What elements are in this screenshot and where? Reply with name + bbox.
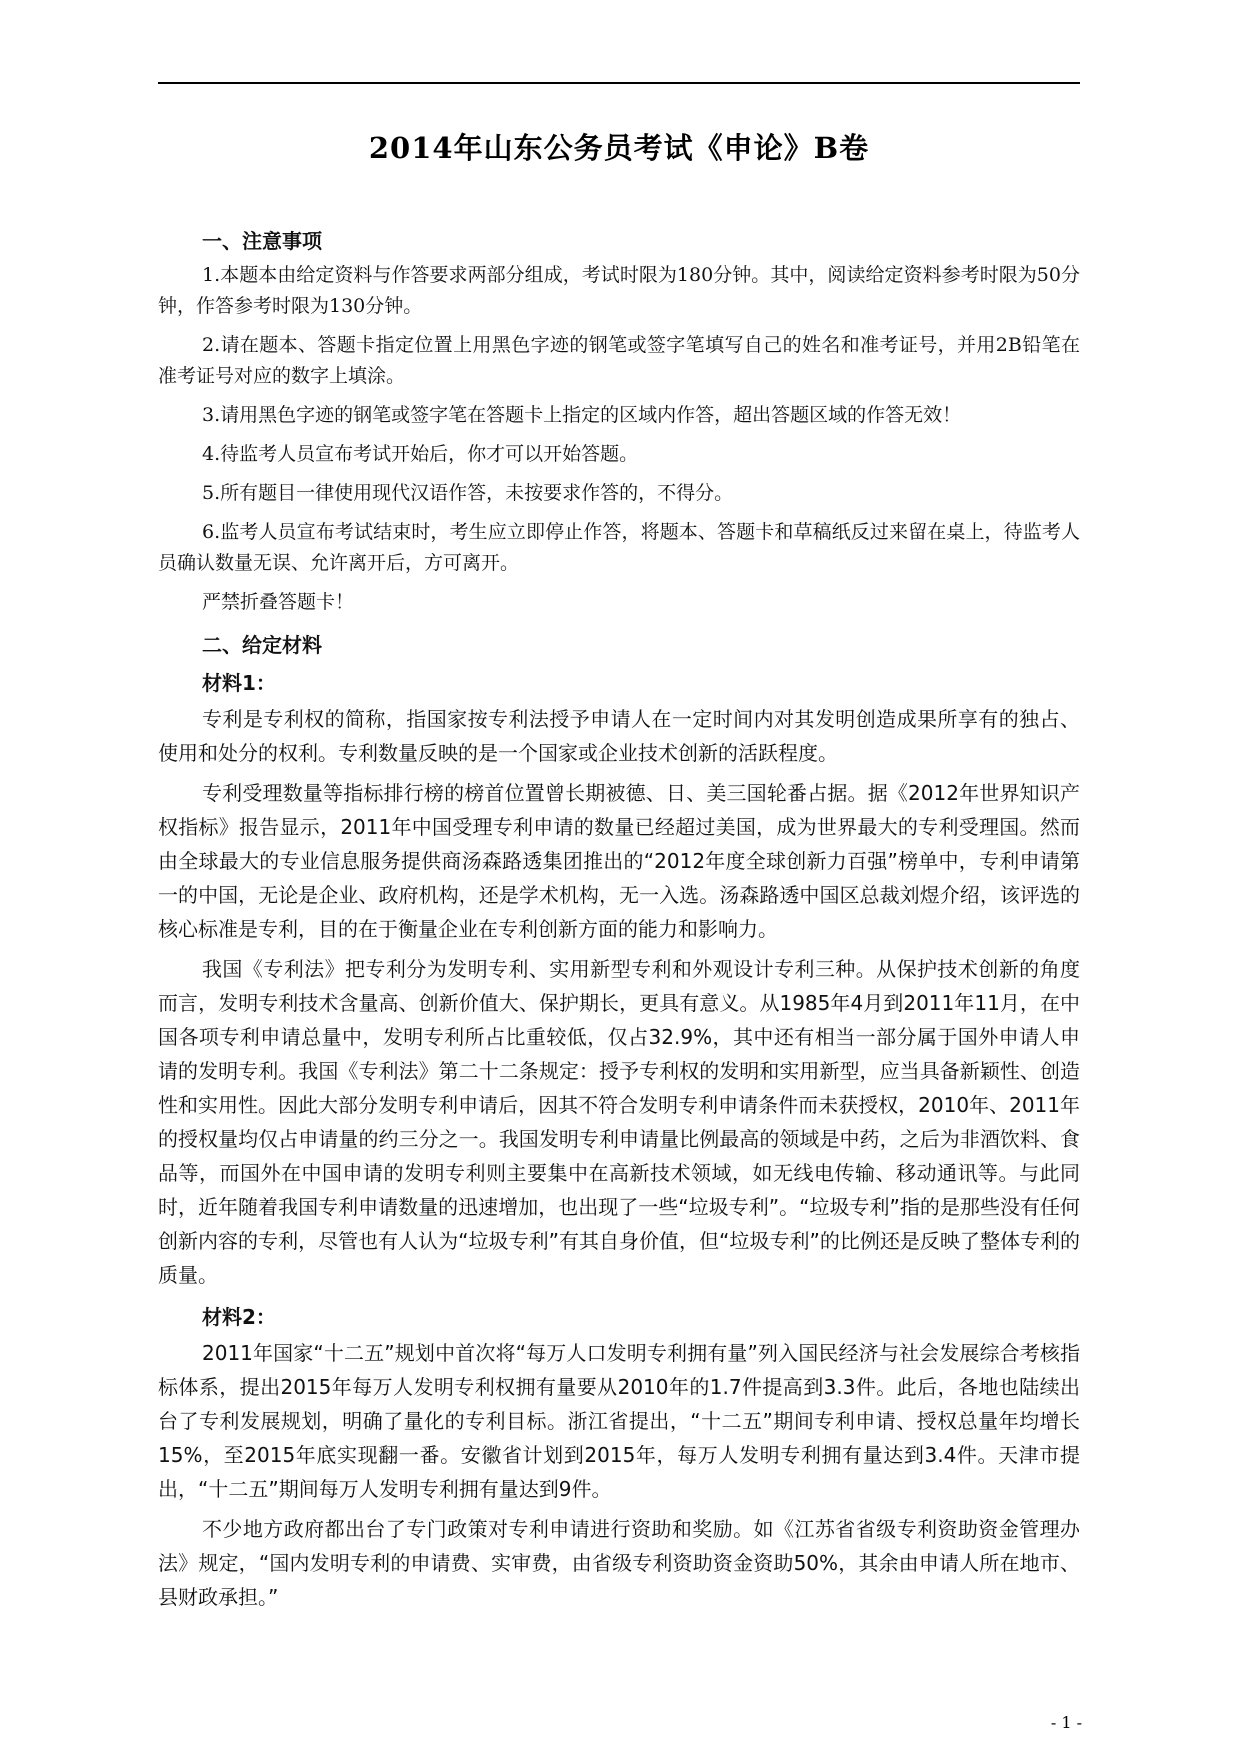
- material-2-label: 材料2：: [202, 1305, 276, 1329]
- notice-item: 6.监考人员宣布考试结束时，考生应立即停止作答，将题本、答题卡和草稿纸反过来留在桌上，待监考人员确认数量无误、允许离开后，方可离开。: [158, 521, 1080, 574]
- section-heading-materials: 二、给定材料: [202, 633, 322, 657]
- document-body: [158, 222, 1080, 1620]
- notice-item: 5.所有题目一律使用现代汉语作答，未按要求作答的，不得分。: [202, 482, 734, 504]
- notice-item: 3.请用黑色字迹的钢笔或签字笔在答题卡上指定的区域内作答，超出答题区域的作答无效！: [202, 404, 962, 426]
- material-2-paragraph: 2011年国家“十二五”规划中首次将“每万人口发明专利拥有量”列入国民经济与社会发展综合考核指标体系，提出2015年每万人发明专利权拥有量要从2010年的1.7件提高到3.3件。此后，各地也陆续出台了专利发展规划，明确了量化的专利目标。浙江省提出，“十二五”期间专利申请、授权总量年均增长15%，至2015年底实现翻一番。安徽省计划到2015年，每万人发明专利拥有量达到3.4件。天津市提出，“十二五”期间每万人发明专利拥有量达到9件。: [158, 1341, 1080, 1501]
- notice-item: 4.待监考人员宣布考试开始后，你才可以开始答题。: [202, 443, 639, 465]
- material-1-paragraph: 专利受理数量等指标排行榜的榜首位置曾长期被德、日、美三国轮番占据。据《2012年世界知识产权指标》报告显示，2011年中国受理专利申请的数量已经超过美国，成为世界最大的专利受理国。然而由全球最大的专业信息服务提供商汤森路透集团推出的“2012年度全球创新力百强”榜单中，专利申请第一的中国，无论是企业、政府机构，还是学术机构，无一入选。汤森路透中国区总裁刘煜介绍，该评选的核心标准是专利，目的在于衡量企业在专利创新方面的能力和影响力。: [158, 781, 1080, 941]
- material-1-paragraph: 专利是专利权的简称，指国家按专利法授予申请人在一定时间内对其发明创造成果所享有的独占、使用和处分的权利。专利数量反映的是一个国家或企业技术创新的活跃程度。: [158, 707, 1080, 765]
- material-1-paragraph: 我国《专利法》把专利分为发明专利、实用新型专利和外观设计专利三种。从保护技术创新的角度而言，发明专利技术含量高、创新价值大、保护期长，更具有意义。从1985年4月到2011年11月，在中国各项专利申请总量中，发明专利所占比重较低，仅占32.9%，其中还有相当一部分属于国外申请人申请的发明专利。我国《专利法》第二十二条规定：授予专利权的发明和实用新型，应当具备新颖性、创造性和实用性。因此大部分发明专利申请后，因其不符合发明专利申请条件而未获授权，2010年、2011年的授权量均仅占申请量的约三分之一。我国发明专利申请量比例最高的领域是中药，之后为非酒饮料、食品等，而国外在中国申请的发明专利则主要集中在高新技术领域，如无线电传输、移动通讯等。与此同时，近年随着我国专利申请数量的迅速增加，也出现了一些“垃圾专利”。“垃圾专利”指的是那些没有任何创新内容的专利，尽管也有人认为“垃圾专利”有其自身价值，但“垃圾专利”的比例还是反映了整体专利的质量。: [158, 957, 1080, 1287]
- document-title: 2014年山东公务员考试《申论》B卷: [368, 131, 870, 165]
- section-heading-notes: 一、注意事项: [202, 229, 322, 253]
- notice-item: 2.请在题本、答题卡指定位置上用黑色字迹的钢笔或签字笔填写自己的姓名和准考证号，并用2B铅笔在准考证号对应的数字上填涂。: [158, 334, 1080, 387]
- header-rule: [158, 82, 1080, 84]
- notice-warning: 严禁折叠答题卡！: [202, 591, 355, 613]
- material-1-label: 材料1：: [202, 671, 276, 695]
- notice-item: 1.本题本由给定资料与作答要求两部分组成，考试时限为180分钟。其中，阅读给定资料参考时限为50分钟，作答参考时限为130分钟。: [158, 264, 1080, 317]
- page-number: - 1 -: [1050, 1713, 1082, 1732]
- material-2-paragraph: 不少地方政府都出台了专门政策对专利申请进行资助和奖励。如《江苏省省级专利资助资金管理办法》规定，“国内发明专利的申请费、实审费，由省级专利资助资金资助50%，其余由申请人所在地市、县财政承担。”: [158, 1517, 1080, 1609]
